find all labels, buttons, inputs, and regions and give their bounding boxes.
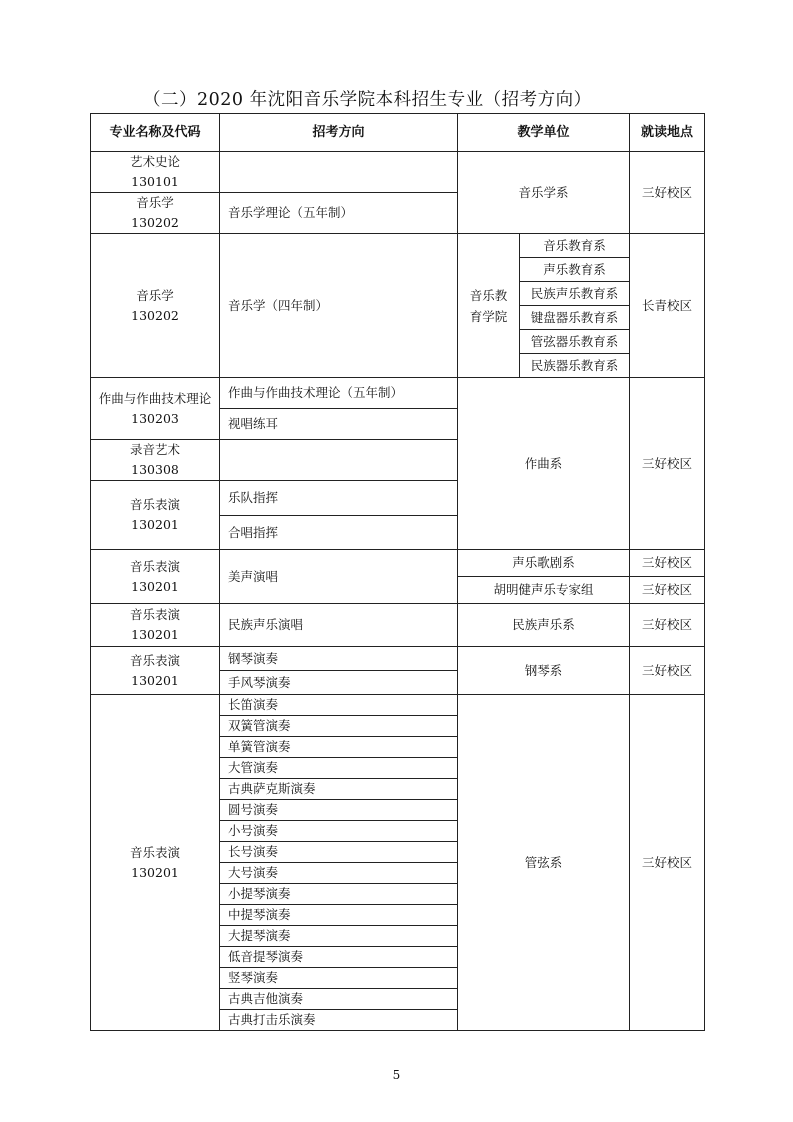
major-code: 130201 <box>131 627 179 642</box>
direction-cell: 合唱指挥 <box>220 516 458 550</box>
table-row <box>91 234 705 258</box>
major-cell <box>91 234 220 378</box>
major-cell <box>91 647 220 695</box>
campus-cell: 三好校区 <box>630 647 705 695</box>
major-code: 130203 <box>131 410 179 426</box>
subunit-cell: 管弦器乐教育系 <box>520 330 630 354</box>
major-name: 作曲与作曲技术理论 <box>98 390 212 406</box>
major-code: 130201 <box>131 517 179 532</box>
major-name: 音乐表演 <box>129 558 180 574</box>
header-direction: 招考方向 <box>220 114 458 152</box>
major-code: 130201 <box>131 672 179 688</box>
campus-cell: 三好校区 <box>630 550 705 577</box>
direction-cell: 大号演奏 <box>220 863 458 884</box>
major-name: 录音艺术 <box>129 442 180 457</box>
major-cell <box>91 152 220 193</box>
direction-cell: 单簧管演奏 <box>220 737 458 758</box>
direction-cell: 作曲与作曲技术理论（五年制） <box>220 378 458 409</box>
header-campus: 就读地点 <box>630 114 705 152</box>
unit-cell: 作曲系 <box>458 378 630 550</box>
major-name: 音乐学 <box>136 195 174 210</box>
major-name: 音乐表演 <box>129 844 180 860</box>
subunit-cell: 声乐教育系 <box>520 258 630 282</box>
major-name: 音乐学 <box>136 287 174 303</box>
major-name: 音乐表演 <box>129 497 180 512</box>
direction-cell: 古典打击乐演奏 <box>220 1010 458 1031</box>
direction-cell: 古典吉他演奏 <box>220 989 458 1010</box>
major-cell <box>91 440 220 481</box>
direction-cell: 小提琴演奏 <box>220 884 458 905</box>
major-name: 音乐表演 <box>129 652 180 668</box>
major-cell <box>91 378 220 440</box>
major-code: 130308 <box>131 462 179 477</box>
direction-cell: 手风琴演奏 <box>220 671 458 695</box>
unit-cell: 声乐歌剧系 <box>458 550 630 577</box>
direction-cell: 小号演奏 <box>220 821 458 842</box>
unit-cell: 钢琴系 <box>458 647 630 695</box>
major-code: 130202 <box>131 215 179 230</box>
direction-cell: 钢琴演奏 <box>220 647 458 671</box>
direction-cell: 音乐学（四年制） <box>220 234 458 378</box>
direction-cell: 低音提琴演奏 <box>220 947 458 968</box>
header-unit: 教学单位 <box>458 114 630 152</box>
direction-cell: 长号演奏 <box>220 842 458 863</box>
unit-cell: 音乐教育学院 <box>458 234 520 378</box>
direction-cell: 美声演唱 <box>220 550 458 604</box>
subunit-cell: 音乐教育系 <box>520 234 630 258</box>
direction-cell: 竖琴演奏 <box>220 968 458 989</box>
campus-cell: 长青校区 <box>630 234 705 378</box>
unit-cell: 管弦系 <box>458 695 630 1031</box>
major-code: 130201 <box>131 578 179 594</box>
table-row <box>91 604 705 647</box>
page-number: 5 <box>392 1068 401 1082</box>
major-cell <box>91 481 220 550</box>
table-row <box>91 378 705 409</box>
campus-cell: 三好校区 <box>630 577 705 604</box>
major-code: 130201 <box>131 864 179 880</box>
direction-cell: 大提琴演奏 <box>220 926 458 947</box>
header-row <box>91 114 705 152</box>
header-major: 专业名称及代码 <box>91 114 220 152</box>
direction-cell: 中提琴演奏 <box>220 905 458 926</box>
page-title: （二）2020 年沈阳音乐学院本科招生专业（招考方向） <box>143 90 592 110</box>
direction-cell: 音乐学理论（五年制） <box>220 193 458 234</box>
direction-cell: 圆号演奏 <box>220 800 458 821</box>
major-cell <box>91 193 220 234</box>
direction-cell: 古典萨克斯演奏 <box>220 779 458 800</box>
major-cell <box>91 604 220 647</box>
unit-cell: 胡明健声乐专家组 <box>458 577 630 604</box>
direction-cell <box>220 440 458 481</box>
campus-cell: 三好校区 <box>630 695 705 1031</box>
campus-cell: 三好校区 <box>630 152 705 234</box>
unit-cell: 音乐学系 <box>458 152 630 234</box>
campus-cell: 三好校区 <box>630 604 705 647</box>
major-cell <box>91 550 220 604</box>
subunit-cell: 民族声乐教育系 <box>520 282 630 306</box>
direction-cell: 长笛演奏 <box>220 695 458 716</box>
table-row <box>91 647 705 671</box>
direction-cell: 乐队指挥 <box>220 481 458 516</box>
direction-cell: 视唱练耳 <box>220 409 458 440</box>
table-row <box>91 550 705 577</box>
major-cell <box>91 695 220 1031</box>
table-row <box>91 695 705 716</box>
major-name: 音乐表演 <box>129 607 180 622</box>
admissions-table <box>90 113 705 1031</box>
direction-cell <box>220 152 458 193</box>
unit-cell: 民族声乐系 <box>458 604 630 647</box>
direction-cell: 双簧管演奏 <box>220 716 458 737</box>
table-row <box>91 152 705 193</box>
major-name: 艺术史论 <box>129 154 180 169</box>
direction-cell: 民族声乐演唱 <box>220 604 458 647</box>
direction-cell: 大管演奏 <box>220 758 458 779</box>
major-code: 130101 <box>131 174 179 189</box>
campus-cell: 三好校区 <box>630 378 705 550</box>
subunit-cell: 民族器乐教育系 <box>520 354 630 378</box>
major-code: 130202 <box>131 307 179 323</box>
subunit-cell: 键盘器乐教育系 <box>520 306 630 330</box>
